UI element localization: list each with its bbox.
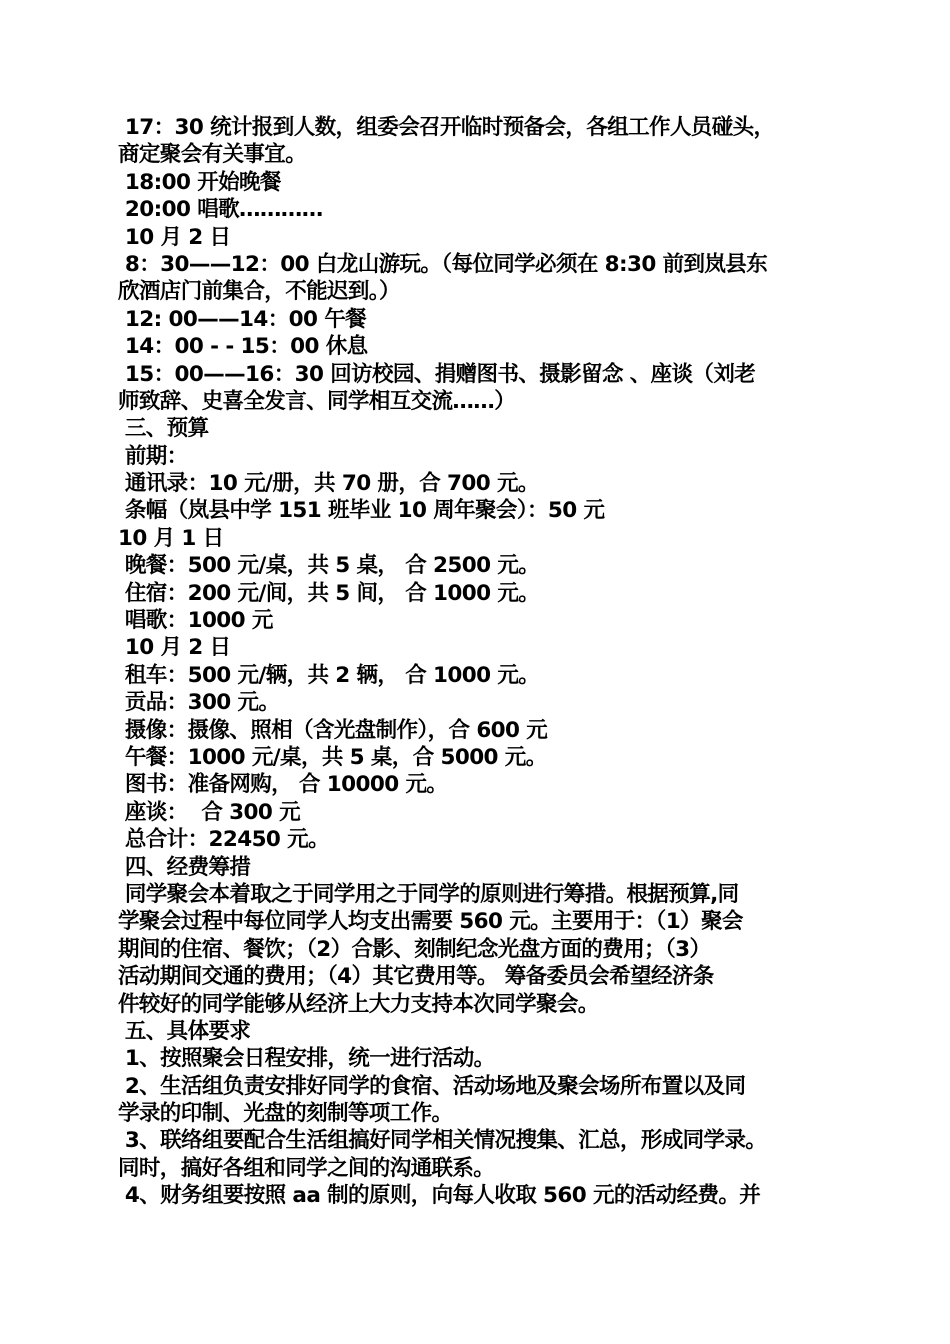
section-heading: 五、具体要求: [118, 1018, 251, 1044]
text-line: 8：30——12：00 白龙山游玩。（每位同学必须在 8:30 前到岚县东: [118, 251, 768, 277]
text-line: 晚餐：500 元/桌，共 5 桌， 合 2500 元。: [118, 553, 540, 579]
text-line: 唱歌：1000 元: [118, 608, 273, 634]
text-line: 3、联络组要配合生活组搞好同学相关情况搜集、汇总，形成同学录。: [118, 1128, 767, 1154]
text-line: 件较好的同学能够从经济上大力支持本次同学聚会。: [118, 991, 599, 1017]
text-line: 同学聚会本着取之于同学用之于同学的原则进行筹措。根据预算,同: [118, 881, 739, 907]
text-line: 条幅（岚县中学 151 班毕业 10 周年聚会）：50 元: [118, 498, 605, 524]
document-body: [118, 114, 848, 1210]
text-line: 住宿：200 元/间，共 5 间， 合 1000 元。: [118, 580, 540, 606]
text-line: 活动期间交通的费用；（4）其它费用等。 筹备委员会希望经济条: [118, 964, 714, 990]
text-line: 期间的住宿、餐饮；（2）合影、刻制纪念光盘方面的费用；（3）: [118, 936, 711, 962]
text-line: 摄像：摄像、照相（含光盘制作），合 600 元: [118, 717, 548, 743]
text-line: 同时，搞好各组和同学之间的沟通联系。: [118, 1155, 495, 1181]
text-line: 10 月 2 日: [118, 224, 231, 250]
text-line: 租车：500 元/辆，共 2 辆， 合 1000 元。: [118, 662, 540, 688]
text-line: 学聚会过程中每位同学人均支出需要 560 元。主要用于：（1）聚会: [118, 909, 743, 935]
text-line: 商定聚会有关事宜。: [118, 142, 307, 168]
text-line: 座谈： 合 300 元: [118, 799, 301, 825]
section-heading: 三、预算: [118, 416, 209, 442]
text-line: 17：30 统计报到人数，组委会召开临时预备会，各组工作人员碰头，: [118, 115, 775, 140]
text-line: 总合计：22450 元。: [118, 827, 329, 853]
text-line: 4、财务组要按照 aa 制的原则，向每人收取 560 元的活动经费。并: [118, 1183, 761, 1209]
text-line: 12: 00——14：00 午餐: [118, 306, 367, 332]
text-line: 师致辞、史喜全发言、同学相互交流……）: [118, 388, 516, 414]
text-line: 18:00 开始晚餐: [118, 169, 281, 195]
text-line: 10 月 1 日: [118, 525, 224, 551]
text-line: 欣酒店门前集合，不能迟到。）: [118, 279, 400, 305]
text-line: 2、生活组负责安排好同学的食宿、活动场地及聚会场所布置以及同: [118, 1073, 746, 1099]
text-line: 20:00 唱歌…………: [118, 197, 323, 223]
text-line: 贡品：300 元。: [118, 690, 280, 716]
text-line: 通讯录：10 元/册，共 70 册，合 700 元。: [118, 471, 539, 497]
text-line: 图书：准备网购， 合 10000 元。: [118, 772, 448, 798]
text-line: 午餐：1000 元/桌，共 5 桌，合 5000 元。: [118, 744, 547, 770]
text-line: 前期：: [118, 443, 188, 469]
text-line: 10 月 2 日: [118, 635, 231, 661]
text-line: 1、按照聚会日程安排，统一进行活动。: [118, 1046, 495, 1072]
text-line: 15：00——16：30 回访校园、捐赠图书、摄影留念 、座谈（刘老: [118, 361, 756, 387]
text-line: 14：00 - - 15：00 休息: [118, 334, 368, 360]
text-line: 学录的印制、光盘的刻制等项工作。: [118, 1101, 453, 1127]
section-heading: 四、经费筹措: [118, 854, 251, 880]
